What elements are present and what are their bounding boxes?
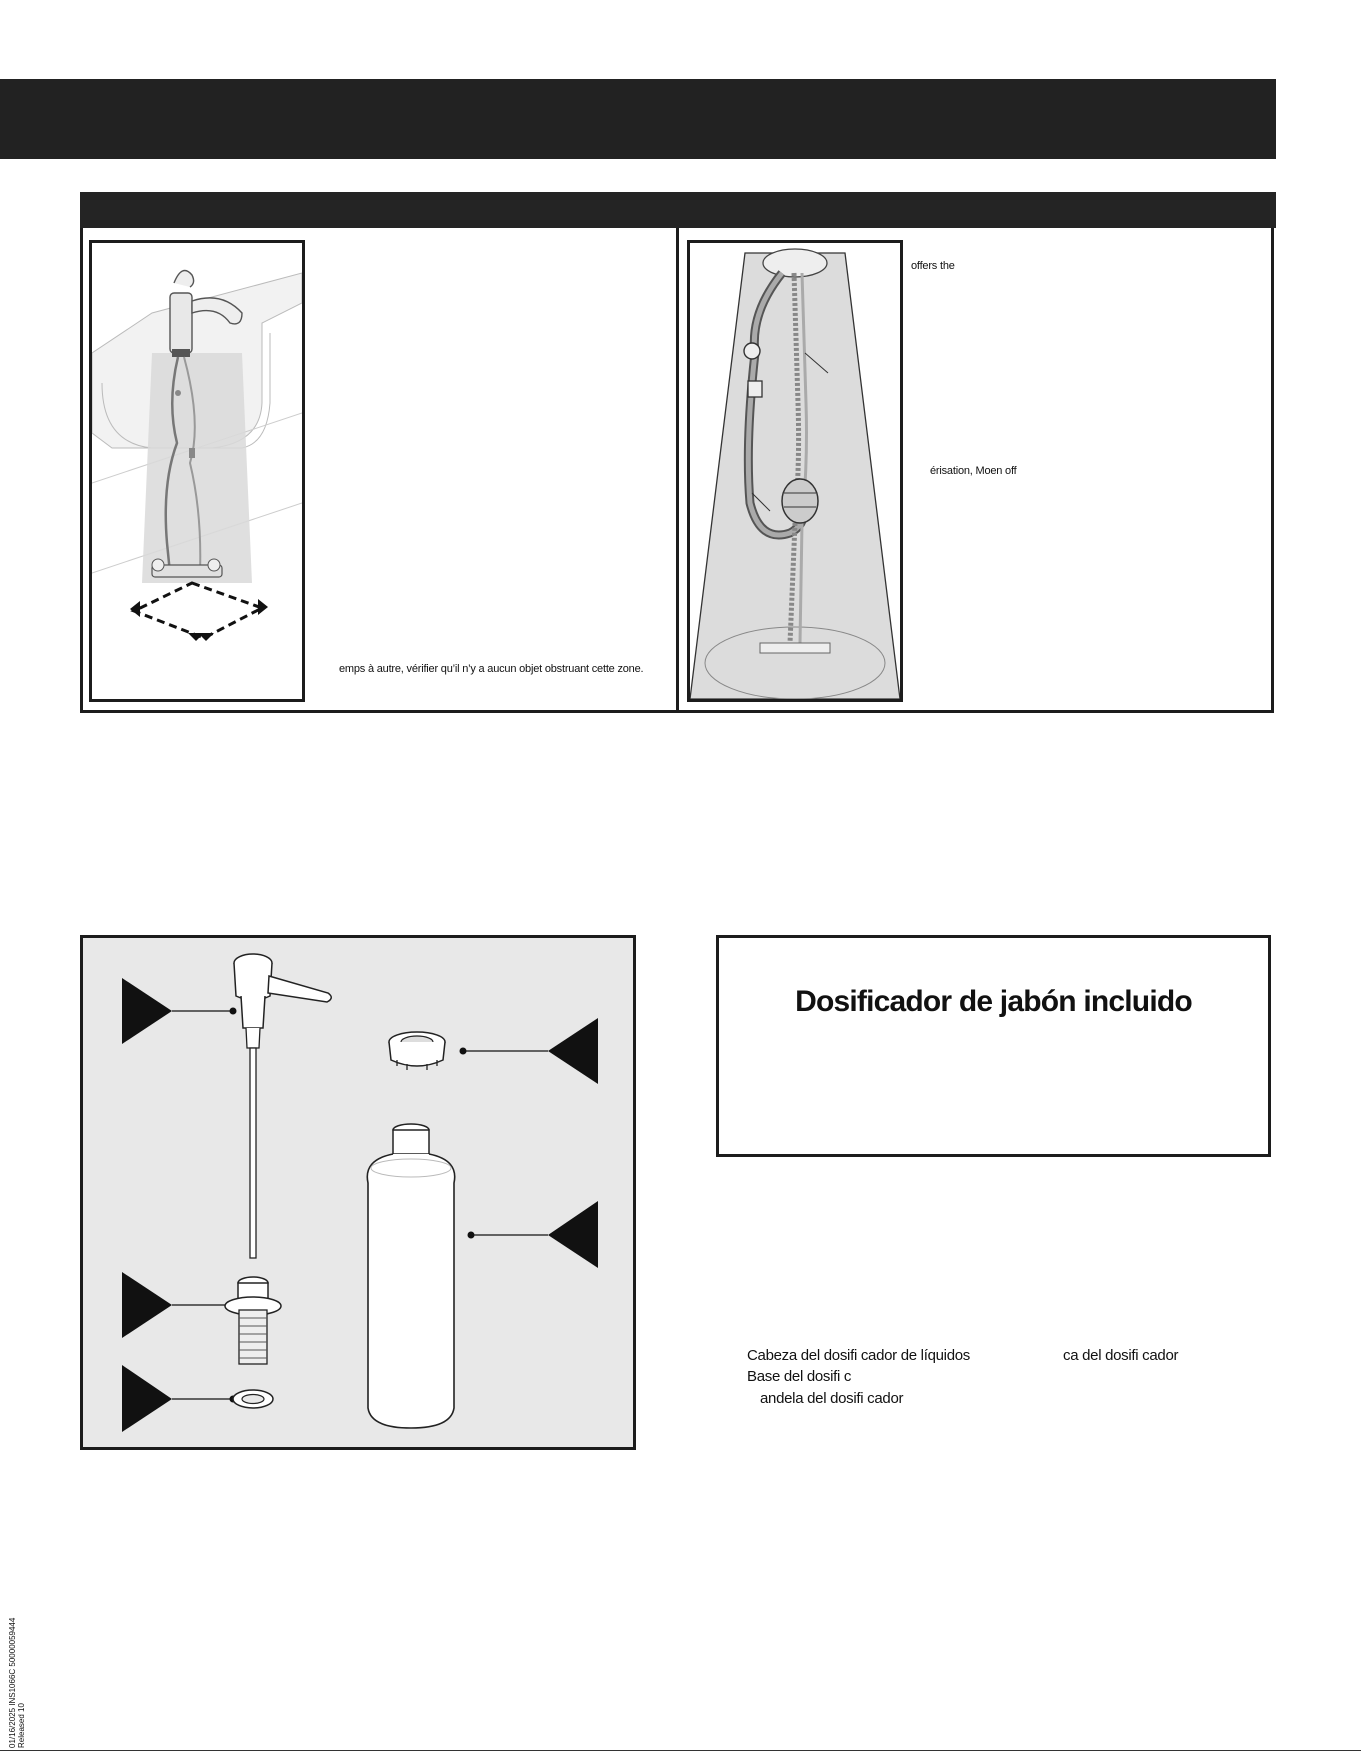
right-panel-text-2: érisation, Moen off xyxy=(930,465,1017,477)
pointer-triangle-icon xyxy=(548,1018,598,1084)
soap-dispenser-title: Dosificador de jabón incluido xyxy=(795,985,1192,1018)
section-heading-bar xyxy=(80,192,1276,228)
soap-dispenser-callout xyxy=(716,935,1271,1157)
footer-rule xyxy=(0,1750,1361,1751)
pointer-triangle-icon xyxy=(122,1272,172,1338)
faucet-diagram xyxy=(92,243,302,699)
soap-dispenser-parts-illustration xyxy=(80,935,636,1450)
document-code-line-2: Released 10 xyxy=(17,1703,26,1748)
hose-route-illustration xyxy=(687,240,903,702)
faucet-clearance-illustration xyxy=(89,240,305,702)
soap-dispenser-parts-diagram xyxy=(83,938,633,1447)
nut-icon xyxy=(389,1032,445,1070)
document-code-rotated xyxy=(8,1618,26,1748)
document-code-line-1: 01/16/2025 INS1066C 50000059444 xyxy=(8,1617,17,1748)
parts-list-item-c: andela del dosifi cador xyxy=(760,1390,904,1407)
soap-dispenser-head-icon xyxy=(234,954,331,1258)
left-panel-text: emps à autre, vérifier qu’il n’y a aucun objet obstruant cette zone. xyxy=(339,663,644,675)
washer-icon xyxy=(233,1390,273,1408)
pointer-triangle-icon xyxy=(548,1201,598,1268)
dispenser-base-icon xyxy=(225,1277,281,1364)
bottle-icon xyxy=(367,1124,454,1428)
pointer-triangle-icon xyxy=(122,1365,172,1432)
panel-divider xyxy=(676,228,679,713)
parts-list-item-d: ca del dosifi cador xyxy=(1063,1347,1179,1364)
pointer-triangle-icon xyxy=(122,978,172,1044)
hose-cone-diagram xyxy=(690,243,900,699)
header-bar xyxy=(0,79,1276,159)
parts-list-item-a: Cabeza del dosifi cador de líquidos xyxy=(747,1347,970,1364)
right-panel-text-1: offers the xyxy=(911,260,955,272)
parts-list-item-b: Base del dosifi c xyxy=(747,1368,852,1385)
